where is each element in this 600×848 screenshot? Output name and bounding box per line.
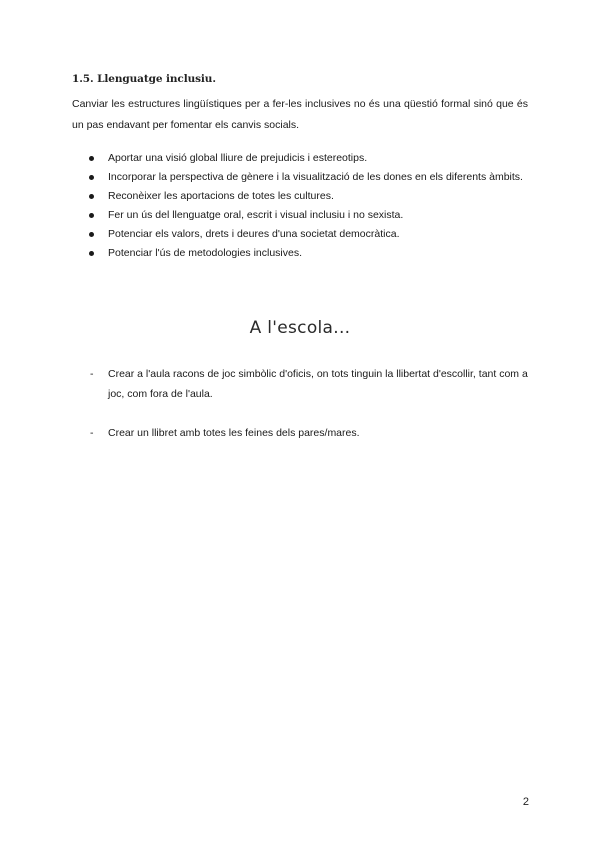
list-item-text: Reconèixer les aportacions de totes les cultures. <box>108 190 334 202</box>
list-item <box>72 364 528 404</box>
list-item-text: Crear a l'aula racons de joc simbòlic d'oficis, on tots tinguin la llibertat d'escollir, tant com a joc, com fora de l'aula. <box>108 368 528 400</box>
list-item <box>72 168 528 187</box>
list-item-text: Potenciar l'ús de metodologies inclusives. <box>108 247 303 259</box>
page-number: 2 <box>522 796 529 808</box>
dash-marker-icon: - <box>90 427 94 439</box>
list-item-text: Potenciar els valors, drets i deures d'una societat democràtica. <box>108 228 400 240</box>
bullet-dot-icon <box>89 194 94 199</box>
bullet-dot-icon <box>89 232 94 237</box>
list-item <box>72 225 528 244</box>
list-item-text: Fer un ús del llenguatge oral, escrit i visual inclusiu i no sexista. <box>108 209 404 221</box>
section-heading: 1.5. Llenguatge inclusiu. <box>72 73 216 85</box>
school-list <box>72 364 528 462</box>
list-item <box>72 423 528 443</box>
bullet-dot-icon <box>89 251 94 256</box>
list-item <box>72 206 528 225</box>
bullet-list <box>72 149 528 263</box>
dash-marker-icon: - <box>90 368 94 380</box>
intro-paragraph: Canviar les estructures lingüístiques per a fer-les inclusives no és una qüestió formal sinó que és un pas endavant per fomentar els canvis socials. <box>72 98 528 131</box>
bullet-dot-icon <box>89 156 94 161</box>
list-item-text: Incorporar la perspectiva de gènere i la visualització de les dones en els diferents àmbits. <box>108 171 523 183</box>
list-item <box>72 149 528 168</box>
list-item-text: Aportar una visió global lliure de prejudicis i estereotips. <box>108 152 368 164</box>
list-item <box>72 244 528 263</box>
bullet-dot-icon <box>89 175 94 180</box>
school-heading: A l'escola... <box>249 318 351 338</box>
list-item-text: Crear un llibret amb totes les feines dels pares/mares. <box>108 427 360 439</box>
list-item <box>72 187 528 206</box>
bullet-dot-icon <box>89 213 94 218</box>
